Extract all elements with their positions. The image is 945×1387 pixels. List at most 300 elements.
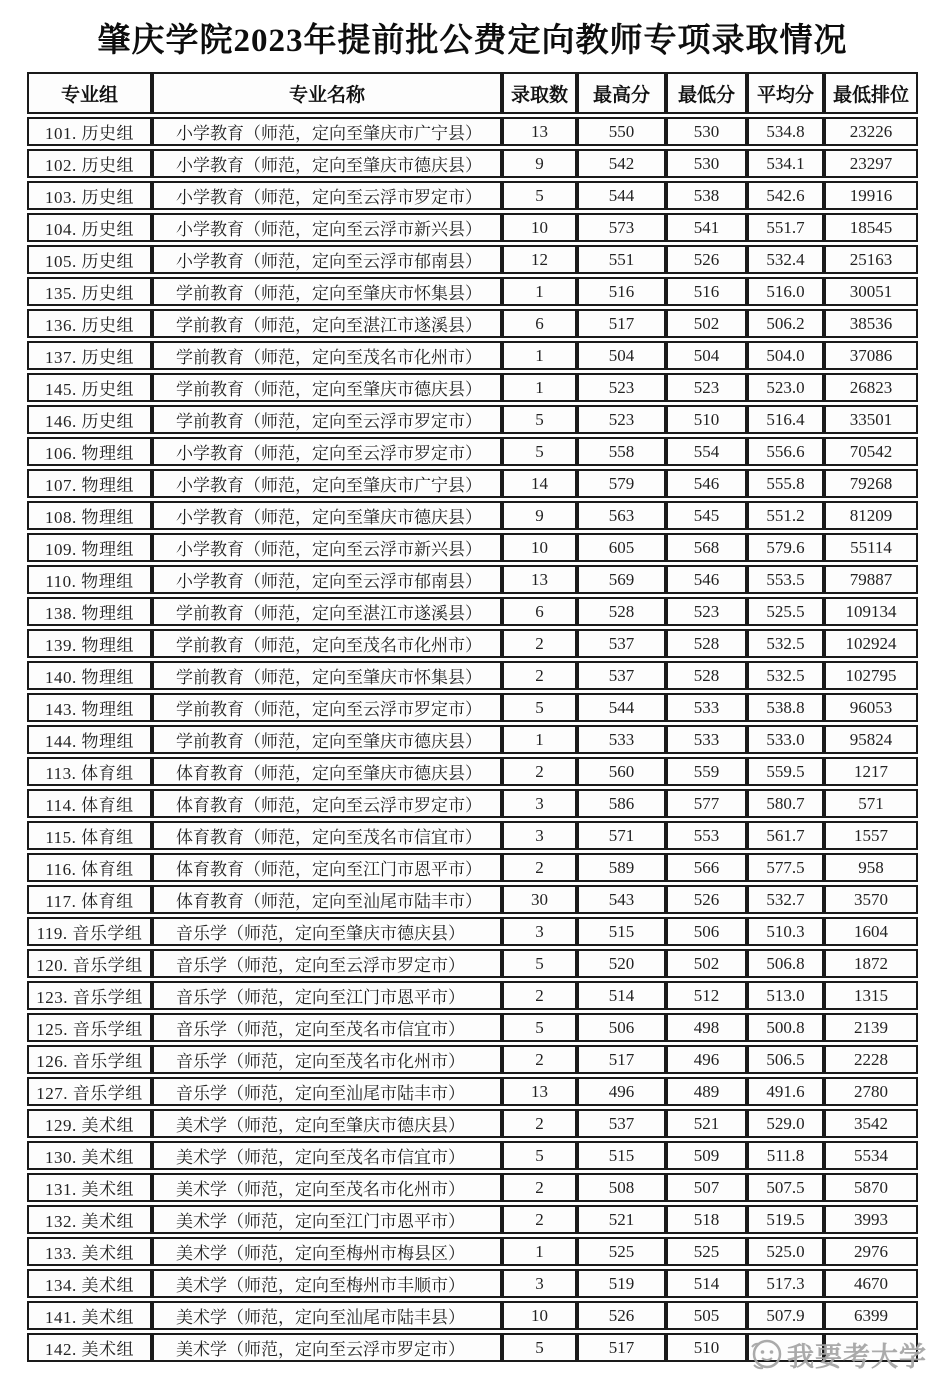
cell-avg: 513.0	[747, 981, 824, 1010]
cell-major: 学前教育（师范，定向至肇庆市怀集县）	[152, 661, 502, 690]
cell-rank: 3570	[824, 885, 918, 914]
cell-rank: 1557	[824, 821, 918, 850]
cell-rank: 5534	[824, 1141, 918, 1170]
cell-major: 音乐学（师范，定向至茂名市信宜市）	[152, 1013, 502, 1042]
cell-major: 小学教育（师范，定向至云浮市新兴县）	[152, 533, 502, 562]
cell-avg: 506.8	[747, 949, 824, 978]
cell-max: 523	[577, 405, 666, 434]
table-row	[27, 469, 918, 498]
cell-min: 523	[666, 597, 747, 626]
cell-count: 9	[502, 149, 577, 178]
cell-count: 3	[502, 821, 577, 850]
cell-min: 528	[666, 629, 747, 658]
column-header: 最高分	[577, 72, 666, 114]
cell-major: 音乐学（师范，定向至江门市恩平市）	[152, 981, 502, 1010]
cell-major: 音乐学（师范，定向至茂名市化州市）	[152, 1045, 502, 1074]
cell-avg: 517.3	[747, 1269, 824, 1298]
cell-max: 528	[577, 597, 666, 626]
cell-major: 美术学（师范，定向至梅州市梅县区）	[152, 1237, 502, 1266]
cell-min: 533	[666, 725, 747, 754]
table-row	[27, 1013, 918, 1042]
cell-count: 12	[502, 245, 577, 274]
cell-rank: 23226	[824, 117, 918, 146]
cell-group: 142. 美术组	[27, 1333, 152, 1362]
cell-group: 117. 体育组	[27, 885, 152, 914]
cell-major: 小学教育（师范，定向至肇庆市德庆县）	[152, 501, 502, 530]
cell-rank: 1315	[824, 981, 918, 1010]
table-row	[27, 341, 918, 370]
cell-count: 13	[502, 565, 577, 594]
cell-group: 140. 物理组	[27, 661, 152, 690]
cell-max: 515	[577, 1141, 666, 1170]
cell-min: 568	[666, 533, 747, 562]
cell-avg: 532.4	[747, 245, 824, 274]
cell-rank: 6399	[824, 1301, 918, 1330]
cell-avg: 577.5	[747, 853, 824, 882]
cell-group: 106. 物理组	[27, 437, 152, 466]
cell-min: 526	[666, 885, 747, 914]
cell-major: 音乐学（师范，定向至肇庆市德庆县）	[152, 917, 502, 946]
cell-min: 510	[666, 405, 747, 434]
cell-max: 496	[577, 1077, 666, 1106]
cell-major: 学前教育（师范，定向至湛江市遂溪县）	[152, 597, 502, 626]
cell-min: 502	[666, 949, 747, 978]
table-row	[27, 789, 918, 818]
cell-max: 514	[577, 981, 666, 1010]
cell-rank: 25163	[824, 245, 918, 274]
cell-max: 569	[577, 565, 666, 594]
cell-min: 554	[666, 437, 747, 466]
cell-avg: 551.7	[747, 213, 824, 242]
cell-max: 586	[577, 789, 666, 818]
table-row	[27, 149, 918, 178]
cell-avg: 519.5	[747, 1205, 824, 1234]
cell-max: 550	[577, 117, 666, 146]
cell-group: 120. 音乐学组	[27, 949, 152, 978]
cell-max: 517	[577, 309, 666, 338]
cell-max: 526	[577, 1301, 666, 1330]
table-row	[27, 437, 918, 466]
cell-major: 学前教育（师范，定向至湛江市遂溪县）	[152, 309, 502, 338]
cell-min: 512	[666, 981, 747, 1010]
cell-count: 30	[502, 885, 577, 914]
cell-min: 533	[666, 693, 747, 722]
cell-group: 102. 历史组	[27, 149, 152, 178]
cell-max: 537	[577, 661, 666, 690]
cell-min: 525	[666, 1237, 747, 1266]
cell-count: 5	[502, 1141, 577, 1170]
cell-avg: 534.1	[747, 149, 824, 178]
table-row	[27, 1077, 918, 1106]
table-row	[27, 501, 918, 530]
cell-max: 544	[577, 693, 666, 722]
cell-rank: 2780	[824, 1077, 918, 1106]
cell-min: 553	[666, 821, 747, 850]
column-header: 最低排位	[824, 72, 918, 114]
cell-group: 107. 物理组	[27, 469, 152, 498]
cell-major: 小学教育（师范，定向至云浮市郁南县）	[152, 565, 502, 594]
cell-count: 10	[502, 1301, 577, 1330]
cell-count: 5	[502, 1013, 577, 1042]
table-row	[27, 373, 918, 402]
cell-group: 125. 音乐学组	[27, 1013, 152, 1042]
cell-avg: 516.0	[747, 277, 824, 306]
cell-count: 5	[502, 949, 577, 978]
cell-rank: 30051	[824, 277, 918, 306]
cell-min: 505	[666, 1301, 747, 1330]
cell-rank: 38536	[824, 309, 918, 338]
cell-max: 525	[577, 1237, 666, 1266]
column-header: 平均分	[747, 72, 824, 114]
cell-group: 114. 体育组	[27, 789, 152, 818]
cell-count: 3	[502, 789, 577, 818]
cell-avg: 506.5	[747, 1045, 824, 1074]
cell-avg: 556.6	[747, 437, 824, 466]
cell-max: 542	[577, 149, 666, 178]
table-row	[27, 1301, 918, 1330]
table-row	[27, 1237, 918, 1266]
cell-group: 113. 体育组	[27, 757, 152, 786]
cell-min: 514	[666, 1269, 747, 1298]
column-header: 录取数	[502, 72, 577, 114]
cell-group: 115. 体育组	[27, 821, 152, 850]
cell-major: 小学教育（师范，定向至肇庆市德庆县）	[152, 149, 502, 178]
table-row	[27, 853, 918, 882]
cell-major: 学前教育（师范，定向至肇庆市德庆县）	[152, 373, 502, 402]
cell-avg: 579.6	[747, 533, 824, 562]
table-row	[27, 1269, 918, 1298]
cell-major: 小学教育（师范，定向至云浮市罗定市）	[152, 181, 502, 210]
cell-major: 小学教育（师范，定向至云浮市郁南县）	[152, 245, 502, 274]
cell-max: 537	[577, 629, 666, 658]
table-row	[27, 693, 918, 722]
cell-major: 学前教育（师范，定向至云浮市罗定市）	[152, 693, 502, 722]
cell-count: 2	[502, 1045, 577, 1074]
cell-avg: 559.5	[747, 757, 824, 786]
cell-major: 小学教育（师范，定向至肇庆市广宁县）	[152, 469, 502, 498]
cell-major: 美术学（师范，定向至梅州市丰顺市）	[152, 1269, 502, 1298]
table-row	[27, 1173, 918, 1202]
cell-min: 530	[666, 117, 747, 146]
table-row	[27, 213, 918, 242]
cell-rank: 96053	[824, 693, 918, 722]
cell-group: 123. 音乐学组	[27, 981, 152, 1010]
cell-count: 1	[502, 1237, 577, 1266]
cell-group: 137. 历史组	[27, 341, 152, 370]
cell-min: 506	[666, 917, 747, 946]
cell-rank: 958	[824, 853, 918, 882]
cell-avg: 523.0	[747, 373, 824, 402]
table-row	[27, 1333, 918, 1362]
table-row	[27, 1045, 918, 1074]
cell-avg: 532.5	[747, 629, 824, 658]
cell-count: 2	[502, 853, 577, 882]
cell-count: 13	[502, 1077, 577, 1106]
cell-group: 105. 历史组	[27, 245, 152, 274]
table-row	[27, 181, 918, 210]
table-row	[27, 821, 918, 850]
cell-major: 美术学（师范，定向至江门市恩平市）	[152, 1205, 502, 1234]
table-body	[27, 117, 918, 1362]
cell-min: 502	[666, 309, 747, 338]
table-row	[27, 949, 918, 978]
cell-avg: 529.0	[747, 1109, 824, 1138]
cell-max: 516	[577, 277, 666, 306]
cell-group: 130. 美术组	[27, 1141, 152, 1170]
cell-max: 579	[577, 469, 666, 498]
cell-max: 517	[577, 1333, 666, 1362]
cell-major: 美术学（师范，定向至汕尾市陆丰县）	[152, 1301, 502, 1330]
cell-avg: 504.0	[747, 341, 824, 370]
cell-major: 美术学（师范，定向至云浮市罗定市）	[152, 1333, 502, 1362]
cell-min: 521	[666, 1109, 747, 1138]
cell-max: 508	[577, 1173, 666, 1202]
cell-major: 美术学（师范，定向至茂名市信宜市）	[152, 1141, 502, 1170]
cell-major: 体育教育（师范，定向至云浮市罗定市）	[152, 789, 502, 818]
cell-max: 517	[577, 1045, 666, 1074]
cell-rank: 79268	[824, 469, 918, 498]
cell-max: 537	[577, 1109, 666, 1138]
cell-max: 589	[577, 853, 666, 882]
cell-rank: 70542	[824, 437, 918, 466]
cell-major: 体育教育（师范，定向至茂名市信宜市）	[152, 821, 502, 850]
cell-max: 558	[577, 437, 666, 466]
cell-min: 546	[666, 469, 747, 498]
cell-group: 138. 物理组	[27, 597, 152, 626]
cell-major: 体育教育（师范，定向至江门市恩平市）	[152, 853, 502, 882]
cell-max: 571	[577, 821, 666, 850]
cell-group: 110. 物理组	[27, 565, 152, 594]
cell-min: 545	[666, 501, 747, 530]
cell-count: 5	[502, 437, 577, 466]
cell-group: 133. 美术组	[27, 1237, 152, 1266]
cell-group: 132. 美术组	[27, 1205, 152, 1234]
page	[0, 14, 945, 1372]
cell-max: 520	[577, 949, 666, 978]
cell-avg: 553.5	[747, 565, 824, 594]
cell-avg: 507.9	[747, 1301, 824, 1330]
cell-count: 5	[502, 1333, 577, 1362]
cell-count: 1	[502, 277, 577, 306]
cell-rank: 2976	[824, 1237, 918, 1266]
cell-group: 139. 物理组	[27, 629, 152, 658]
cell-major: 音乐学（师范，定向至汕尾市陆丰市）	[152, 1077, 502, 1106]
admissions-table	[27, 69, 918, 1365]
cell-min: 509	[666, 1141, 747, 1170]
cell-major: 学前教育（师范，定向至茂名市化州市）	[152, 341, 502, 370]
cell-major: 学前教育（师范，定向至云浮市罗定市）	[152, 405, 502, 434]
cell-major: 学前教育（师范，定向至茂名市化州市）	[152, 629, 502, 658]
cell-rank: 4670	[824, 1269, 918, 1298]
cell-count: 6	[502, 597, 577, 626]
cell-min: 530	[666, 149, 747, 178]
cell-rank: 3993	[824, 1205, 918, 1234]
cell-count: 3	[502, 1269, 577, 1298]
column-header: 最低分	[666, 72, 747, 114]
table-row	[27, 1205, 918, 1234]
cell-avg: 507.5	[747, 1173, 824, 1202]
cell-min: 526	[666, 245, 747, 274]
table-row	[27, 725, 918, 754]
cell-count: 14	[502, 469, 577, 498]
table-row	[27, 981, 918, 1010]
cell-count: 5	[502, 693, 577, 722]
cell-avg: 532.5	[747, 661, 824, 690]
cell-max: 504	[577, 341, 666, 370]
cell-max: 605	[577, 533, 666, 562]
cell-group: 129. 美术组	[27, 1109, 152, 1138]
cell-major: 学前教育（师范，定向至肇庆市怀集县）	[152, 277, 502, 306]
table-row	[27, 597, 918, 626]
cell-count: 1	[502, 725, 577, 754]
cell-rank: 1604	[824, 917, 918, 946]
cell-group: 108. 物理组	[27, 501, 152, 530]
cell-major: 音乐学（师范，定向至云浮市罗定市）	[152, 949, 502, 978]
cell-rank: 55114	[824, 533, 918, 562]
cell-avg: 525.0	[747, 1237, 824, 1266]
cell-avg: 491.6	[747, 1077, 824, 1106]
cell-count: 10	[502, 533, 577, 562]
cell-count: 2	[502, 1173, 577, 1202]
cell-group: 135. 历史组	[27, 277, 152, 306]
table-row	[27, 565, 918, 594]
table-row	[27, 277, 918, 306]
cell-min: 528	[666, 661, 747, 690]
cell-min: 507	[666, 1173, 747, 1202]
cell-major: 美术学（师范，定向至茂名市化州市）	[152, 1173, 502, 1202]
cell-group: 136. 历史组	[27, 309, 152, 338]
cell-count: 5	[502, 181, 577, 210]
table-row	[27, 885, 918, 914]
cell-min: 566	[666, 853, 747, 882]
cell-min: 523	[666, 373, 747, 402]
cell-group: 119. 音乐学组	[27, 917, 152, 946]
table-row	[27, 757, 918, 786]
cell-avg: 580.7	[747, 789, 824, 818]
table-row	[27, 1141, 918, 1170]
cell-min: 577	[666, 789, 747, 818]
cell-count: 3	[502, 917, 577, 946]
cell-rank: 81209	[824, 501, 918, 530]
cell-group: 126. 音乐学组	[27, 1045, 152, 1074]
cell-max: 543	[577, 885, 666, 914]
cell-rank: 33501	[824, 405, 918, 434]
cell-group: 134. 美术组	[27, 1269, 152, 1298]
cell-count: 1	[502, 341, 577, 370]
cell-group: 131. 美术组	[27, 1173, 152, 1202]
cell-major: 体育教育（师范，定向至肇庆市德庆县）	[152, 757, 502, 786]
cell-avg: 506.2	[747, 309, 824, 338]
cell-rank: 26823	[824, 373, 918, 402]
cell-max: 563	[577, 501, 666, 530]
cell-max: 519	[577, 1269, 666, 1298]
cell-rank: 19916	[824, 181, 918, 210]
cell-group: 116. 体育组	[27, 853, 152, 882]
cell-group: 143. 物理组	[27, 693, 152, 722]
cell-min: 489	[666, 1077, 747, 1106]
cell-count: 2	[502, 629, 577, 658]
cell-group: 109. 物理组	[27, 533, 152, 562]
cell-rank: 79887	[824, 565, 918, 594]
column-header: 专业组	[27, 72, 152, 114]
cell-group: 103. 历史组	[27, 181, 152, 210]
cell-group: 146. 历史组	[27, 405, 152, 434]
cell-rank: 102924	[824, 629, 918, 658]
cell-count: 6	[502, 309, 577, 338]
cell-min: 510	[666, 1333, 747, 1362]
cell-count: 5	[502, 405, 577, 434]
cell-group: 127. 音乐学组	[27, 1077, 152, 1106]
cell-major: 学前教育（师范，定向至肇庆市德庆县）	[152, 725, 502, 754]
table-row	[27, 405, 918, 434]
cell-avg	[747, 1333, 824, 1362]
table-row	[27, 245, 918, 274]
cell-rank: 18545	[824, 213, 918, 242]
cell-group: 144. 物理组	[27, 725, 152, 754]
cell-rank: 5870	[824, 1173, 918, 1202]
cell-min: 498	[666, 1013, 747, 1042]
table-row	[27, 533, 918, 562]
cell-count: 2	[502, 1205, 577, 1234]
cell-group: 145. 历史组	[27, 373, 152, 402]
cell-avg: 555.8	[747, 469, 824, 498]
cell-max: 521	[577, 1205, 666, 1234]
table-row	[27, 917, 918, 946]
cell-group: 141. 美术组	[27, 1301, 152, 1330]
cell-avg: 533.0	[747, 725, 824, 754]
cell-rank: 1217	[824, 757, 918, 786]
cell-avg: 542.6	[747, 181, 824, 210]
cell-avg: 534.8	[747, 117, 824, 146]
cell-count: 10	[502, 213, 577, 242]
cell-count: 13	[502, 117, 577, 146]
cell-max: 515	[577, 917, 666, 946]
cell-rank: 2139	[824, 1013, 918, 1042]
cell-avg: 511.8	[747, 1141, 824, 1170]
cell-min: 496	[666, 1045, 747, 1074]
cell-min: 538	[666, 181, 747, 210]
cell-rank: 3542	[824, 1109, 918, 1138]
cell-avg: 500.8	[747, 1013, 824, 1042]
header-row	[27, 72, 918, 114]
cell-min: 541	[666, 213, 747, 242]
cell-count: 9	[502, 501, 577, 530]
table-row	[27, 661, 918, 690]
cell-min: 504	[666, 341, 747, 370]
cell-max: 551	[577, 245, 666, 274]
watermark-text: 我要考大学	[787, 1341, 927, 1372]
cell-avg: 561.7	[747, 821, 824, 850]
cell-min: 516	[666, 277, 747, 306]
cell-avg: 510.3	[747, 917, 824, 946]
page-title: 肇庆学院2023年提前批公费定向教师专项录取情况	[97, 23, 848, 59]
table-row	[27, 309, 918, 338]
cell-count: 2	[502, 1109, 577, 1138]
cell-group: 104. 历史组	[27, 213, 152, 242]
table-row	[27, 629, 918, 658]
cell-major: 小学教育（师范，定向至云浮市新兴县）	[152, 213, 502, 242]
table-row	[27, 117, 918, 146]
cell-avg: 525.5	[747, 597, 824, 626]
cell-major: 小学教育（师范，定向至肇庆市广宁县）	[152, 117, 502, 146]
cell-min: 518	[666, 1205, 747, 1234]
cell-rank: 1872	[824, 949, 918, 978]
cell-min: 559	[666, 757, 747, 786]
cell-max: 544	[577, 181, 666, 210]
cell-rank: 37086	[824, 341, 918, 370]
cell-avg: 538.8	[747, 693, 824, 722]
cell-rank: 23297	[824, 149, 918, 178]
